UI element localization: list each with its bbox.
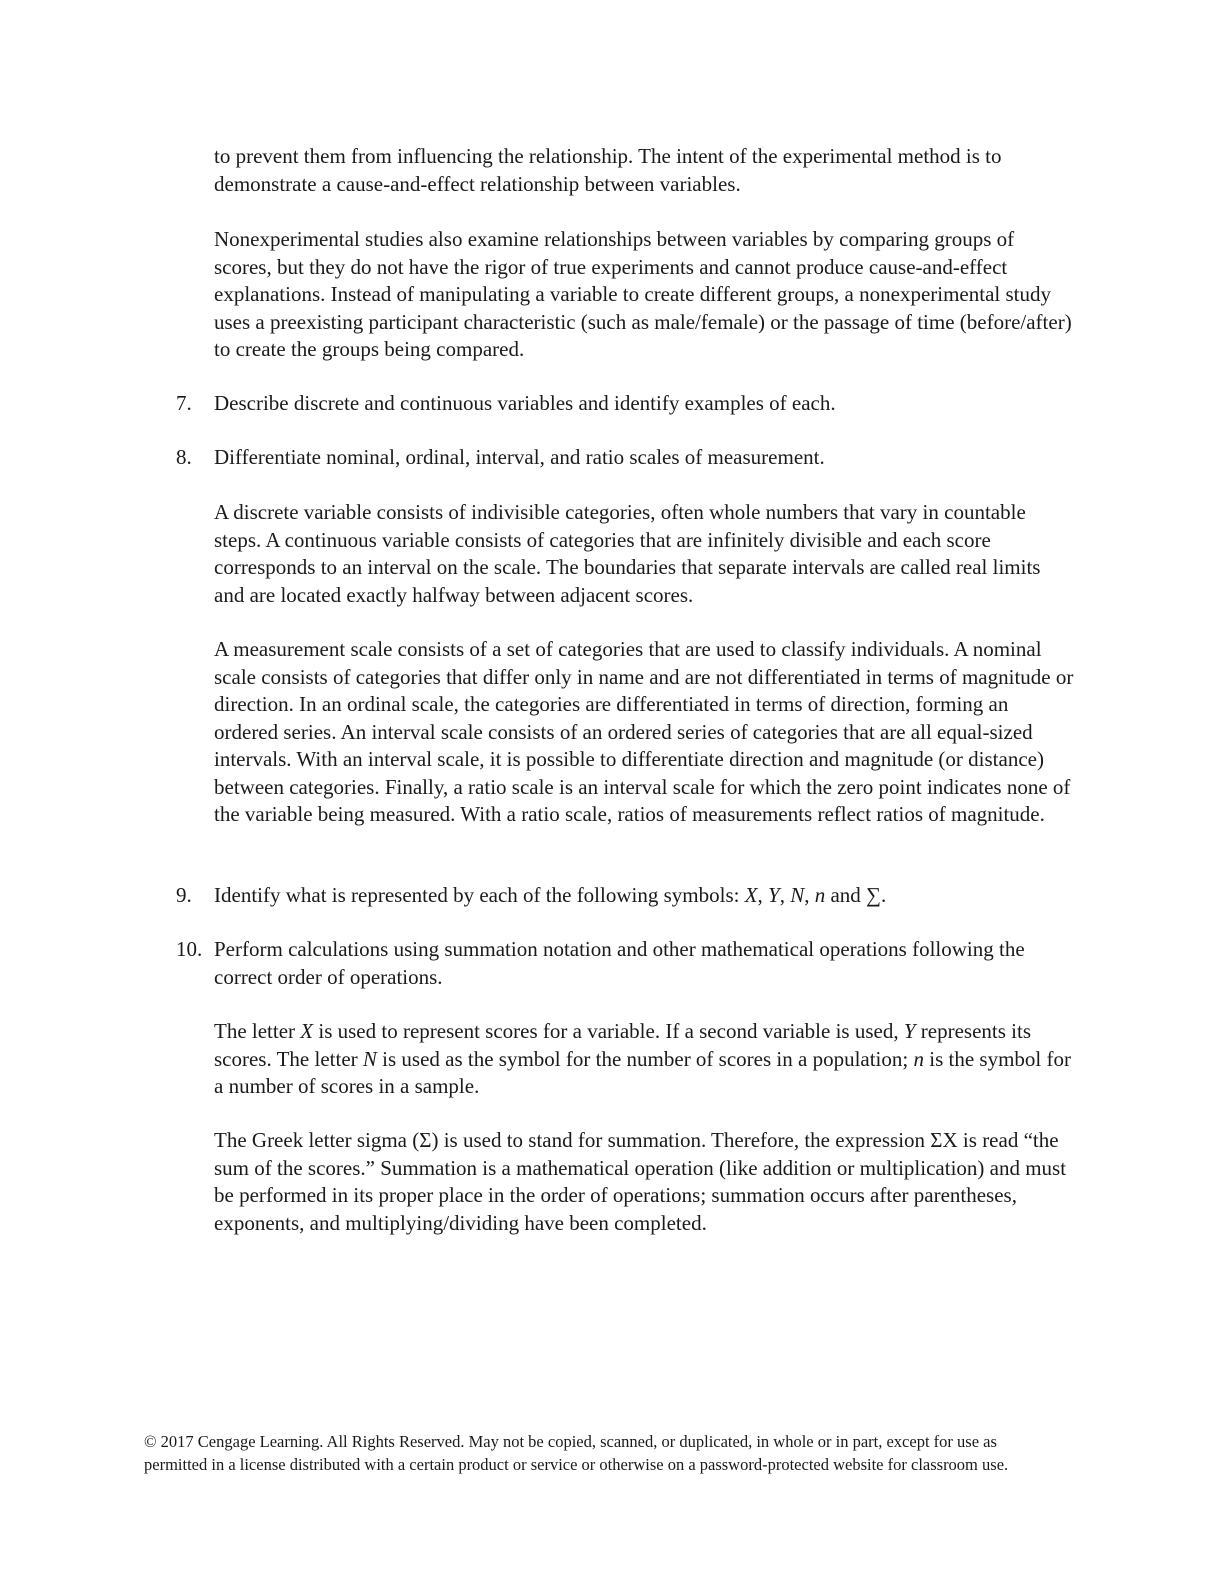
paragraph-symbols: The letter X is used to represent scores for a variable. If a second variable is used, Y represents its scores. The letter N is used as the symbol for the number of scores in a population; n is the symbol for a number of scores in a sample. (214, 1019, 1071, 1098)
objective-number: 8. (176, 445, 192, 469)
paragraph-experimental-method: to prevent them from influencing the relationship. The intent of the experimental method is to demonstrate a cause-and-effect relationship between variables. (214, 144, 1002, 196)
copyright-footer: © 2017 Cengage Learning. All Rights Reserved. May not be copied, scanned, or duplicated, in whole or in part, except for use as permitted in a license distributed with a certain product or service or otherwise on a password-protected website for classroom use. (144, 1432, 1009, 1474)
objective-number: 7. (176, 391, 192, 415)
objective-text: Perform calculations using summation notation and other mathematical operations following the correct order of operations. (214, 937, 1025, 989)
objective-8 (176, 444, 1076, 472)
objective-9 (176, 882, 1076, 910)
objective-text: Identify what is represented by each of the following symbols: X, Y, N, n and ∑. (214, 883, 887, 907)
objective-7 (176, 390, 1076, 418)
paragraph-measurement-scales: A measurement scale consists of a set of categories that are used to classify individuals. A nominal scale consists of categories that differ only in name and are not differentiated in terms of magnitude or direction. In an ordinal scale, the categories are differentiated in terms of direction, forming an ordered series. An interval scale consists of an ordered series of categories that are all equal-sized intervals. With an interval scale, it is possible to differentiate direction and magnitude (or distance) between categories. Finally, a ratio scale is an interval scale for which the zero point indicates none of the variable being measured. With a ratio scale, ratios of measurements reflect ratios of magnitude. (214, 637, 1074, 826)
paragraph-nonexperimental: Nonexperimental studies also examine relationships between variables by comparing groups of scores, but they do not have the rigor of true experiments and cannot produce cause-and-effect explanations. Instead of manipulating a variable to create different groups, a nonexperimental study uses a preexisting participant characteristic (such as male/female) or the passage of time (before/after) to create the groups being compared. (214, 227, 1072, 361)
objective-number: 10. (176, 937, 203, 961)
objective-text: Describe discrete and continuous variables and identify examples of each. (214, 391, 836, 415)
objective-10 (176, 936, 1076, 989)
objective-number: 9. (176, 883, 192, 907)
objective-text: Differentiate nominal, ordinal, interval, and ratio scales of measurement. (214, 445, 825, 469)
paragraph-discrete-continuous: A discrete variable consists of indivisible categories, often whole numbers that vary in countable steps. A continuous variable consists of categories that are infinitely divisible and each score corresponds to an interval on the scale. The boundaries that separate intervals are called real limits and are located exactly halfway between adjacent scores. (214, 500, 1041, 607)
paragraph-summation: The Greek letter sigma (Σ) is used to stand for summation. Therefore, the expression ΣX is read “the sum of the scores.” Summation is a mathematical operation (like addition or multiplication) and must be performed in its proper place in the order of operations; summation occurs after parentheses, exponents, and multiplying/dividing have been completed. (214, 1128, 1067, 1235)
